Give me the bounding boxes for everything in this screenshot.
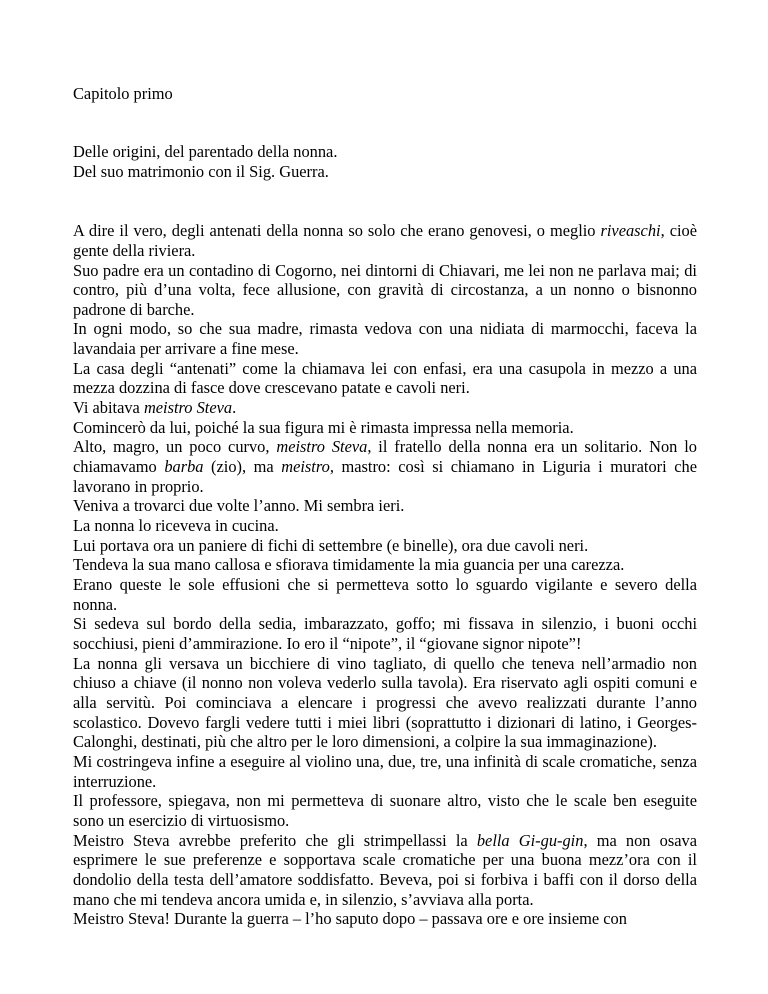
paragraph-text: La nonna gli versava un bicchiere di vino tagliato, di quello che teneva nell’armadio non chiuso a chiave (il nonno non voleva vederlo sulla tavola). Era riservato agli ospiti comuni e alla servitù. Poi cominciava a elencare i progressi che avevo realizzati durante l’anno scolastico. Dovevo fargli vedere tutti i miei libri (soprattutto i dizionari di latino, i Georges-Calonghi, destinati, più che altro per le loro dimensioni, a colpire la sua immaginazione). [73, 653, 697, 752]
paragraph [73, 398, 697, 418]
italic-term: riveaschi [600, 221, 661, 241]
paragraph-text: Mi costringeva infine a eseguire al violino una, due, tre, una infinità di scale cromatiche, senza interruzione. [73, 751, 697, 791]
paragraph-text: La casa degli “antenati” come la chiamava lei con enfasi, era una casupola in mezzo a una mezza dozzina di fasce dove crescevano patate e cavoli neri. [73, 358, 697, 398]
paragraph-text: Il professore, spiegava, non mi permetteva di suonare altro, visto che le scale ben eseguite sono un esercizio di virtuosismo. [73, 791, 697, 830]
italic-term: meistro [281, 457, 330, 477]
paragraph-text: A dire il vero, degli antenati della nonna so solo che erano genovesi, o meglio [73, 221, 601, 241]
italic-term: bella Gi-gu-gin [476, 830, 584, 850]
subtitle-line: Del suo matrimonio con il Sig. Guerra. [73, 161, 329, 181]
paragraph-text: Suo padre era un contadino di Cogorno, nei dintorni di Chiavari, me lei non ne parlava mai; di contro, più d’una volta, fece allusione, con gravità di circostanza, a un nonno o bisnonno padrone di barche. [73, 260, 697, 319]
paragraph-text: Meistro Steva! Durante la guerra – l’ho saputo dopo – passava ore e ore insieme con [73, 909, 627, 929]
paragraph-text: Veniva a trovarci due volte l’anno. Mi sembra ieri. [73, 496, 405, 516]
paragraph [73, 516, 697, 536]
paragraph [73, 909, 697, 929]
paragraph [73, 261, 697, 320]
body-text [73, 221, 697, 929]
paragraph [73, 575, 697, 614]
chapter-subtitle [73, 142, 697, 181]
paragraph [73, 418, 697, 438]
paragraph-text: Tendeva la sua mano callosa e sfiorava timidamente la mia guancia per una carezza. [73, 555, 625, 575]
paragraph [73, 536, 697, 556]
chapter-title: Capitolo primo [73, 84, 173, 103]
paragraph [73, 555, 697, 575]
paragraph [73, 831, 697, 910]
paragraph [73, 614, 697, 653]
paragraph-text: . [232, 398, 237, 418]
paragraph-text: , mastro: così si chiamano in Liguria i muratori che lavorano in proprio. [73, 457, 698, 496]
paragraph [73, 654, 697, 752]
paragraph-text: , cioè gente della riviera. [73, 221, 697, 260]
paragraph [73, 752, 697, 791]
paragraph-text: Comincerò da lui, poiché la sua figura mi è rimasta impressa nella memoria. [73, 417, 574, 437]
paragraph-text: Vi abitava [73, 398, 144, 418]
paragraph-text: Erano queste le sole effusioni che si permetteva sotto lo sguardo vigilante e severo della nonna. [73, 575, 697, 614]
paragraph-text: La nonna lo riceveva in cucina. [73, 516, 279, 536]
paragraph-text: Alto, magro, un poco curvo, [73, 437, 277, 457]
subtitle-line: Delle origini, del parentado della nonna. [73, 142, 338, 161]
italic-term: meistro Steva [276, 437, 368, 457]
paragraph [73, 359, 697, 398]
paragraph [73, 221, 697, 260]
paragraph [73, 496, 697, 516]
document-page [73, 84, 697, 929]
paragraph-text: In ogni modo, so che sua madre, rimasta vedova con una nidiata di marmocchi, faceva la lavandaia per arrivare a fine mese. [73, 319, 697, 359]
paragraph-text: (zio), ma [203, 457, 282, 477]
italic-term: meistro Steva [143, 398, 233, 418]
paragraph-text: Si sedeva sul bordo della sedia, imbarazzato, goffo; mi fissava in silenzio, i buoni occhi socchiusi, pieni d’ammirazione. Io ero il “nipote”, il “giovane signor nipote”! [73, 614, 697, 653]
paragraph [73, 791, 697, 830]
paragraph [73, 437, 697, 496]
paragraph-text: , il fratello della nonna era un solitario. Non lo chiamavamo [73, 437, 697, 477]
paragraph-text: Lui portava ora un paniere di fichi di settembre (e binelle), ora due cavoli neri. [73, 535, 589, 555]
paragraph-text: , ma non osava esprimere le sue preferenze e sopportava scale cromatiche per una buona mezz’ora con il dondolio della testa dell’amatore soddisfatto. Beveva, poi si forbiva i baffi con il dorso della mano che mi tendeva ancora umida e, in silenzio, s’avviava alla porta. [73, 830, 697, 909]
italic-term: barba [164, 457, 204, 477]
paragraph [73, 319, 697, 358]
paragraph-text: Meistro Steva avrebbe preferito che gli strimpellassi la [73, 830, 477, 850]
